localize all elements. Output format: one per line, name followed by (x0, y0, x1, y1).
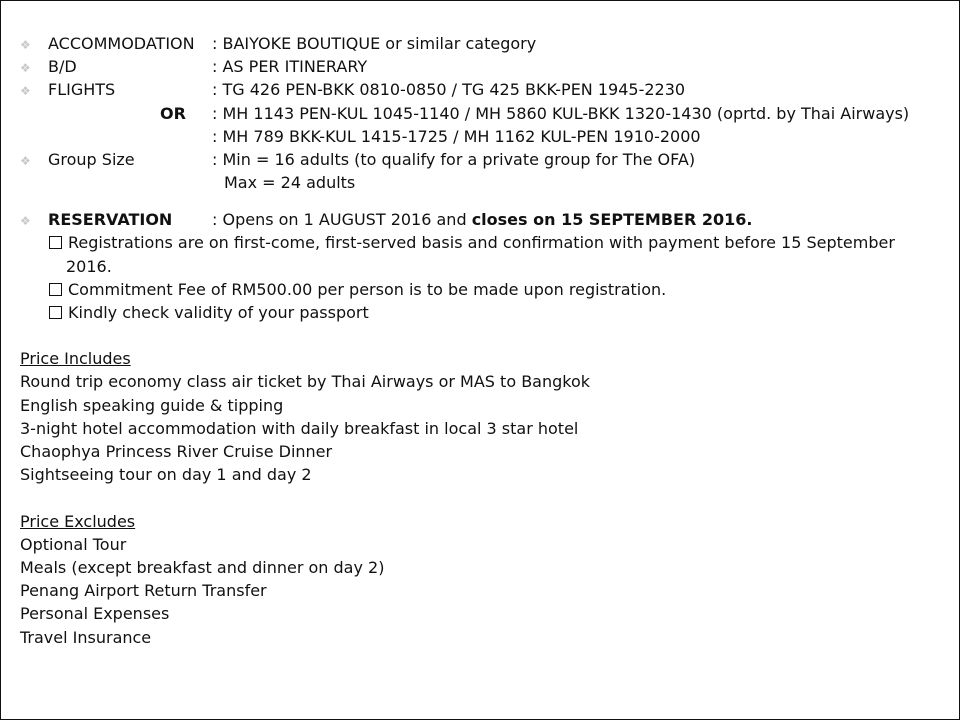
price-excludes-item: Optional Tour (20, 535, 127, 554)
price-excludes-heading: Price Excludes (20, 512, 136, 531)
group-size-line-2: Max = 24 adults (224, 173, 356, 192)
diamond-bullet-icon: ❖ (20, 84, 31, 98)
price-includes-item: Round trip economy class air ticket by Thai Airways or MAS to Bangkok (20, 372, 591, 391)
flights-label: FLIGHTS (48, 80, 116, 99)
flights-line-2: : MH 1143 PEN-KUL 1045-1140 / MH 5860 KUL-BKK 1320-1430 (oprtd. by Thai Airways) (212, 104, 910, 123)
group-size-label: Group Size (48, 150, 135, 169)
reservation-close-date: closes on 15 SEPTEMBER 2016. (471, 210, 753, 229)
price-excludes-item: Meals (except breakfast and dinner on day 2) (20, 558, 385, 577)
reservation-label: RESERVATION (48, 210, 173, 229)
checkbox-icon (49, 306, 62, 319)
diamond-bullet-icon: ❖ (20, 154, 31, 168)
price-excludes-item: Penang Airport Return Transfer (20, 581, 267, 600)
diamond-bullet-icon: ❖ (20, 38, 31, 52)
price-includes-item: Chaophya Princess River Cruise Dinner (20, 442, 333, 461)
reservation-value (212, 210, 752, 230)
price-excludes-item: Travel Insurance (20, 628, 152, 647)
reservation-note: Commitment Fee of RM500.00 per person is to be made upon registration. (49, 280, 666, 300)
reservation-value-prefix: : Opens on 1 AUGUST 2016 and (212, 210, 472, 229)
group-size-line-1: : Min = 16 adults (to qualify for a private group for The OFA) (212, 150, 696, 169)
flights-or-label: OR (160, 104, 186, 123)
flights-line-3: : MH 789 BKK-KUL 1415-1725 / MH 1162 KUL-PEN 1910-2000 (212, 127, 701, 146)
price-includes-item: Sightseeing tour on day 1 and day 2 (20, 465, 312, 484)
bd-value: : AS PER ITINERARY (212, 57, 368, 76)
bd-label: B/D (48, 57, 77, 76)
diamond-bullet-icon: ❖ (20, 61, 31, 75)
reservation-note: Kindly check validity of your passport (49, 303, 369, 323)
checkbox-icon (49, 236, 62, 249)
reservation-note: Registrations are on first-come, first-served basis and confirmation with payment before 15 September (49, 233, 895, 253)
diamond-bullet-icon: ❖ (20, 214, 31, 228)
accommodation-value: : BAIYOKE BOUTIQUE or similar category (212, 34, 537, 53)
accommodation-label: ACCOMMODATION (48, 34, 195, 53)
price-includes-heading: Price Includes (20, 349, 131, 368)
checkbox-icon (49, 283, 62, 296)
price-includes-item: 3-night hotel accommodation with daily breakfast in local 3 star hotel (20, 419, 579, 438)
flights-line-1: : TG 426 PEN-BKK 0810-0850 / TG 425 BKK-PEN 1945-2230 (212, 80, 686, 99)
reservation-note-continued: 2016. (66, 257, 112, 276)
price-excludes-item: Personal Expenses (20, 604, 170, 623)
price-includes-item: English speaking guide & tipping (20, 396, 284, 415)
